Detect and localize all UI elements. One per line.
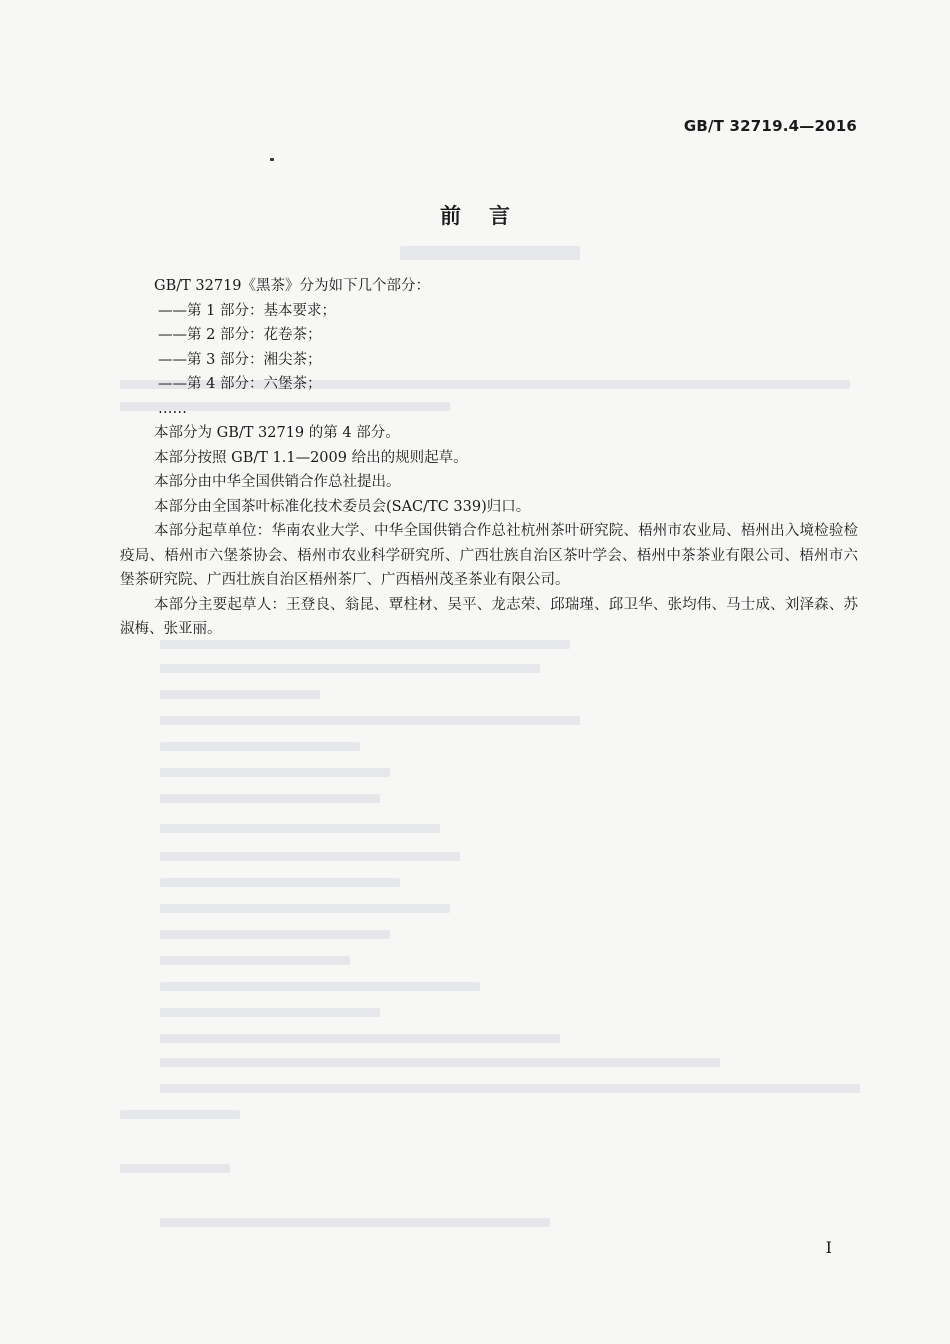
list-item-part-4: ——第 4 部分：六堡茶； [158,376,322,392]
proposer-paragraph: 本部分由中华全国供销合作总社提出。 [154,474,401,490]
drafting-units-paragraph: 本部分起草单位：华南农业大学、中华全国供销合作总社杭州茶叶研究院、梧州市农业局、梧州出入境检验检疫局、梧州市六堡茶协会、梧州市农业科学研究所、广西壮族自治区茶叶学会、梧州中茶茶业有限公司、梧州市六堡茶研究院、广西壮族自治区梧州茶厂、广西梧州茂圣茶业有限公司。 [120,523,858,588]
intro-paragraph: GB/T 32719《黑茶》分为如下几个部分： [154,278,431,294]
list-item-part-1: ——第 1 部分：基本要求； [158,302,336,319]
page-number: I [825,1238,832,1257]
scan-speck [270,158,274,161]
list-item-ellipsis: …… [158,400,187,417]
document-number: GB/T 32719.4—2016 [683,117,857,135]
drafters-paragraph: 本部分主要起草人：王登良、翁昆、覃柱材、吴平、龙志荣、邱瑞瑾、邱卫华、张均伟、马士成、刘泽森、苏淑梅、张亚丽。 [120,596,858,637]
list-item-part-3: ——第 3 部分：湘尖茶； [158,351,322,368]
section-title: 前言 [440,204,538,228]
foreword-body [120,274,858,642]
part-statement-paragraph: 本部分为 GB/T 32719 的第 4 部分。 [154,425,400,441]
list-item-part-2: ——第 2 部分：花卷茶； [158,327,322,343]
drafting-rules-paragraph: 本部分按照 GB/T 1.1—2009 给出的规则起草。 [154,449,468,466]
committee-paragraph: 本部分由全国茶叶标准化技术委员会(SAC/TC 339)归口。 [154,498,531,515]
